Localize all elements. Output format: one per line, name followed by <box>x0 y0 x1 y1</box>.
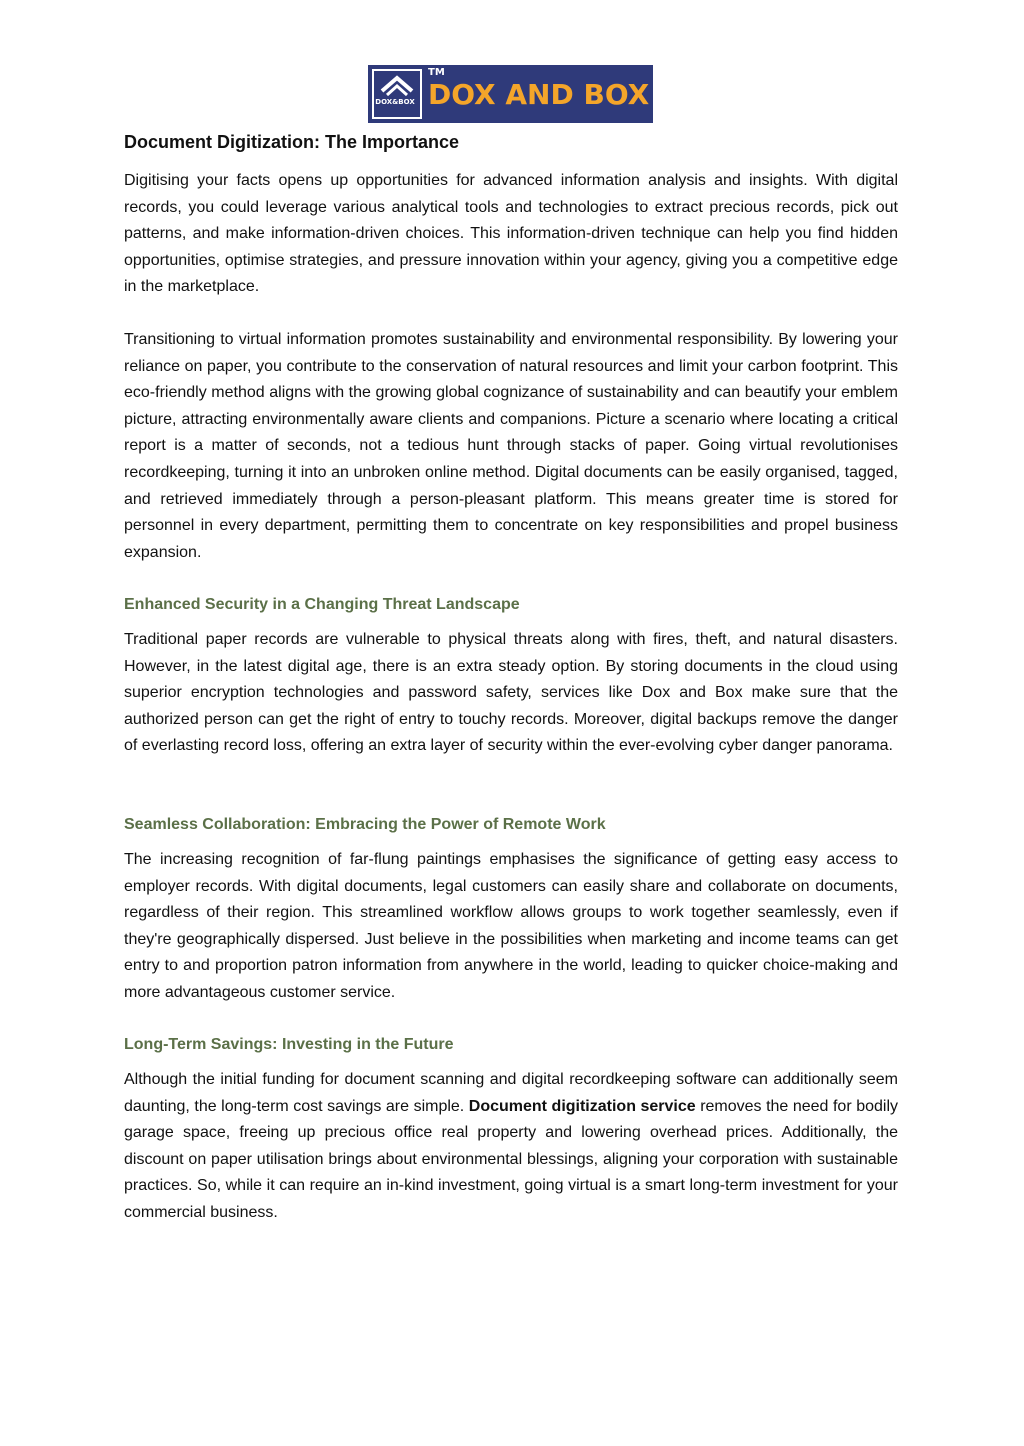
logo-mark-text: DOX&BOX <box>375 98 415 106</box>
heading-seamless-collaboration: Seamless Collaboration: Embracing the Power of Remote Work <box>124 816 606 833</box>
document-digitization-service-keyword: Document digitization service <box>468 1097 696 1115</box>
paragraph-transitioning: Transitioning to virtual information promotes sustainability and environmental responsibility. By lowering your reliance on paper, you contribute to the conservation of natural resources and limit your carbon footprint. This eco-friendly method aligns with the growing global cognizance of sustainability and can beautify your emblem picture, attracting environmentally aware clients and companions. Picture a scenario where locating a critical report is a matter of seconds, not a tedious hunt through stacks of paper. Going virtual revolutionises recordkeeping, turning it into an unbroken online method. Digital documents can be easily organised, tagged, and retrieved immediately through a person-pleasant platform. This means greater time is stored for personnel in every department, permitting them to concentrate on key responsibilities and propel business expansion. <box>124 331 898 561</box>
paragraph-security: Traditional paper records are vulnerable to physical threats along with fires, theft, and natural disasters. However, in the latest digital age, there is an extra steady option. By storing documents in the cloud using superior encryption technologies and password safety, services like Dox and Box make sure that the authorized person can get the right of entry to touchy records. Moreover, digital backups remove the danger of everlasting record loss, offering an extra layer of security within the ever-evolving cyber danger panorama. <box>124 631 898 755</box>
dox-and-box-logo <box>368 65 653 123</box>
heading-long-term-savings: Long-Term Savings: Investing in the Future <box>124 1036 454 1053</box>
paragraph-savings <box>124 1067 898 1227</box>
heading-enhanced-security: Enhanced Security in a Changing Threat Landscape <box>124 596 520 613</box>
document-title: Document Digitization: The Importance <box>124 132 460 152</box>
paragraph-digitising: Digitising your facts opens up opportunities for advanced information analysis and insights. With digital records, you could leverage various analytical tools and technologies to extract precious records, pick out patterns, and make information-driven choices. This information-driven technique can help you find hidden opportunities, optimise strategies, and pressure innovation within your agency, giving you a competitive edge in the marketplace. <box>124 172 898 296</box>
savings-text-after: removes the need for bodily garage space, freeing up precious office real property and lowering overhead prices. Additionally, the discount on paper utilisation brings about environmental blessings, aligning your corporation with sustainable practices. So, while it can require an in-kind investment, going virtual is a smart long-term investment for your commercial business. <box>124 1097 898 1221</box>
trademark-symbol: TM <box>428 67 445 78</box>
savings-text-before: Although the initial funding for document scanning and digital recordkeeping software can additionally seem daunting, the long-term cost savings are simple. <box>124 1071 898 1115</box>
paragraph-collaboration: The increasing recognition of far-flung paintings emphasises the significance of getting easy access to employer records. With digital documents, legal customers can easily share and collaborate on documents, regardless of their region. This streamlined workflow allows groups to work together seamlessly, even if they're geographically dispersed. Just believe in the possibilities when marketing and income teams can get entry to and proportion patron information from anywhere in the world, leading to quicker choice-making and more advantageous customer service. <box>124 851 898 1001</box>
dox-box-house-icon <box>372 69 422 119</box>
logo-wordmark: DOX AND BOX <box>428 78 650 111</box>
